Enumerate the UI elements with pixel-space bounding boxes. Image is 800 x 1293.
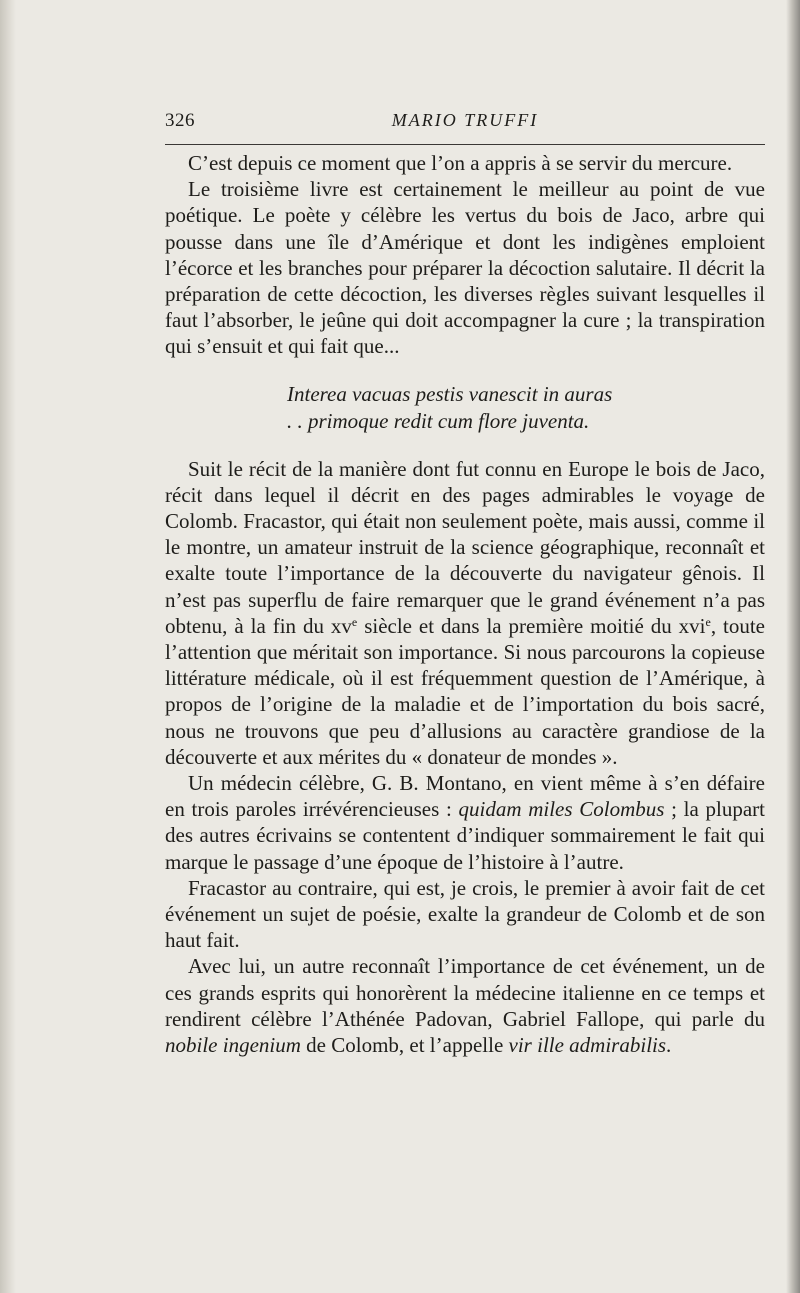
page-number: 326	[165, 110, 195, 131]
header-rule	[165, 144, 765, 145]
running-title: MARIO TRUFFI	[391, 110, 539, 130]
verse-quotation	[165, 381, 765, 435]
paragraph-3-text-c: , toute l’attention que méritait son importance. Si nous parcourons la copieuse littérature médicale, où il est fréquemment question de l’Amérique, à propos de l’origine de la maladie et de l’importation du bois sacré, nous ne trouvons que peu d’allusions au caractère grandiose de la découverte et aux mérites du « donateur de mondes ».	[165, 613, 766, 769]
paragraph-3-text-b: siècle et dans la première moitié du xvi	[357, 613, 706, 638]
latin-quote-admirabilis: vir ille admirabilis	[508, 1033, 667, 1058]
paragraph-1: C’est depuis ce moment que l’on a appris à se servir du mercure.	[188, 151, 733, 175]
latin-quote-ingenium: nobile ingenium	[165, 1033, 301, 1058]
latin-quote-colombus: quidam miles Colombus	[458, 797, 665, 822]
paragraph-4-text-b: ; la plupart des autres écrivains se contentent d’indiquer sommairement le fait qui marque le passage d’une époque de l’histoire à l’autre.	[165, 797, 765, 874]
paragraph-6-text-c: .	[666, 1033, 672, 1058]
verse-line-1: Interea vacuas pestis vanescit in auras	[287, 381, 613, 406]
paragraph-4-text-a: Un médecin célèbre, G. B. Montano, en vient même à s’en défaire en trois paroles irrévérencieuses :	[165, 771, 765, 822]
paragraph-6-text-b: de Colomb, et l’appelle	[300, 1033, 509, 1058]
body-text	[165, 150, 765, 1058]
paragraph-5: Fracastor au contraire, qui est, je crois, le premier à avoir fait de cet événement un sujet de poésie, exalte la grandeur de Colomb et de son haut fait.	[165, 875, 765, 953]
page-header	[165, 108, 765, 136]
page-right-edge	[786, 0, 800, 1293]
paragraph-3	[165, 456, 765, 770]
page-binding-edge	[0, 0, 16, 1293]
paragraph-3-text-a: Suit le récit de la manière dont fut connu en Europe le bois de Jaco, récit dans lequel il décrit en des pages admirables le voyage de Colomb. Fracastor, qui était non seulement poète, mais aussi, comme il le montre, un amateur instruit de la science géographique, reconnaît et exalte toute l’importance de la découverte du navigateur gênois. Il n’est pas superflu de faire remarquer que le grand événement n’a pas obtenu, à la fin du xv	[165, 456, 765, 638]
paragraph-2: Le troisième livre est certainement le meilleur au point de vue poétique. Le poète y célèbre les vertus du bois de Jaco, arbre qui pousse dans une île d’Amérique et dont les indigènes emploient l’écorce et les branches pour préparer la décoction salutaire. Il décrit la préparation de cette décoction, les diverses règles suivant lesquelles il faut l’absorber, le jeûne qui doit accompagner la cure ; la transpiration qui s’ensuit et qui fait que...	[165, 177, 765, 359]
century-superscript-2: e	[705, 614, 711, 629]
verse-line-2: . . primoque redit cum flore juventa.	[287, 408, 590, 433]
paragraph-6-text-a: Avec lui, un autre reconnaît l’importance de cet événement, un de ces grands esprits qui honorèrent la médecine italienne en ce temps et rendirent célèbre l’Athénée Padovan, Gabriel Fallope, qui parle du	[165, 954, 765, 1031]
paragraph-4	[165, 770, 765, 875]
paragraph-6	[165, 953, 765, 1058]
century-superscript-1: e	[351, 614, 358, 629]
